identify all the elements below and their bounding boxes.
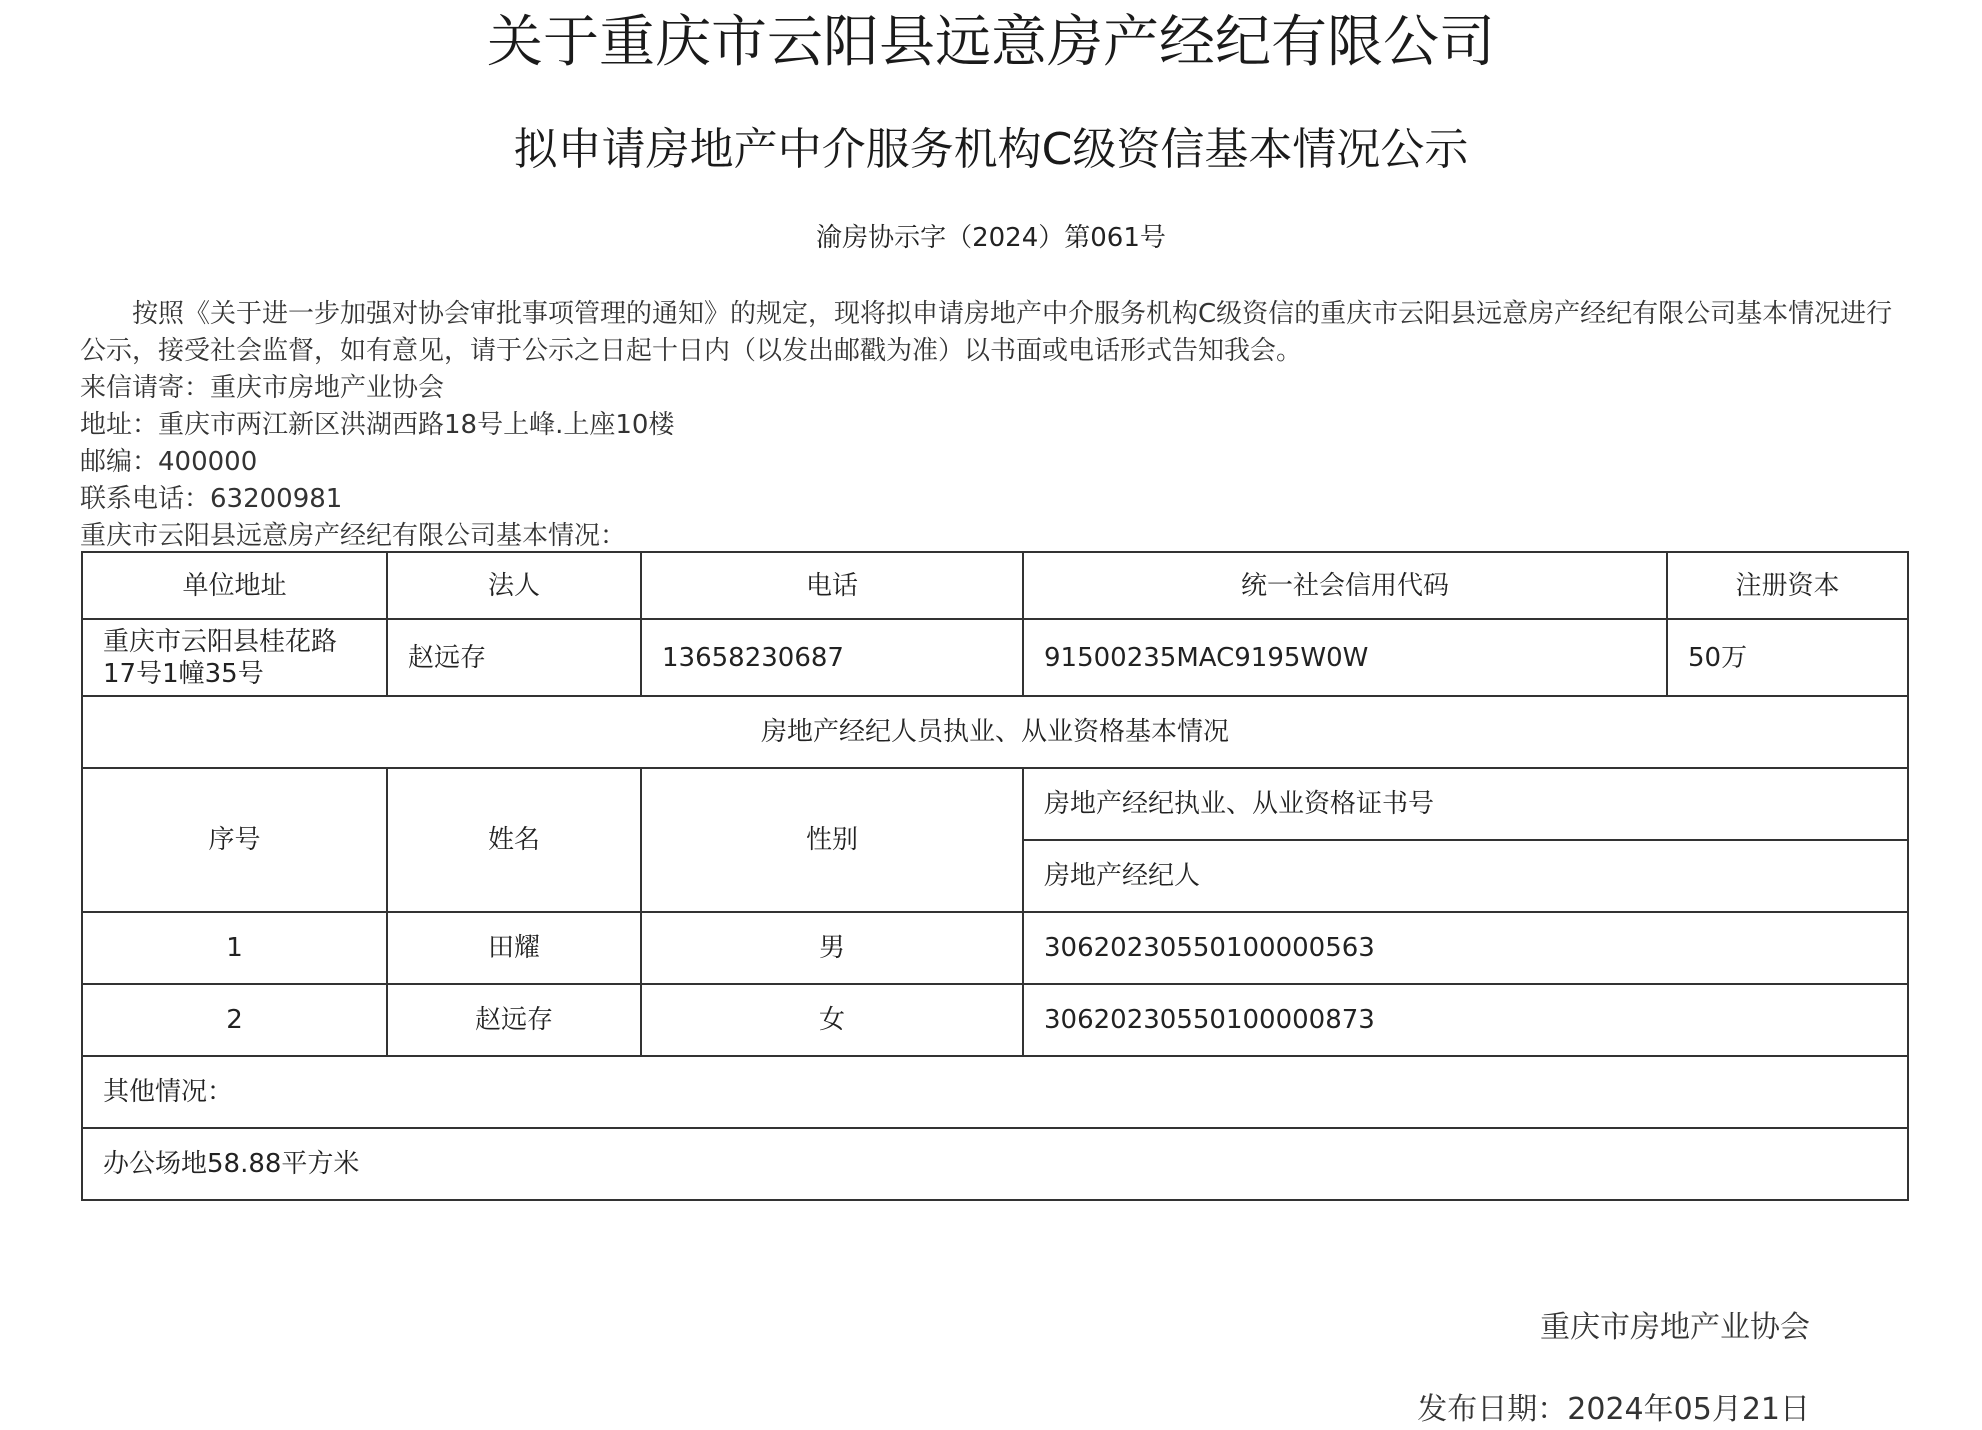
cell-credit-code: 91500235MAC9195W0W (1023, 619, 1667, 696)
intro-section (80, 296, 1910, 555)
document-subtitle: 拟申请房地产中介服务机构C级资信基本情况公示 (513, 124, 1469, 175)
other-label-row (82, 1056, 1908, 1128)
document-title: 关于重庆市云阳县远意房产经纪有限公司 (487, 10, 1495, 75)
company-info-table (81, 551, 1909, 1201)
phone-line: 联系电话：63200981 (80, 484, 343, 514)
header-cell-address: 单位地址 (82, 552, 387, 619)
header-cell-seq: 序号 (82, 768, 387, 912)
cell-legal-person: 赵远存 (387, 619, 641, 696)
staff-cert: 30620230550100000873 (1023, 984, 1908, 1056)
staff-gender: 男 (641, 912, 1023, 984)
document-number: 渝房协示字（2024）第061号 (816, 223, 1166, 253)
postcode-line: 邮编：400000 (80, 447, 258, 477)
cell-phone: 13658230687 (641, 619, 1023, 696)
header-cell-capital: 注册资本 (1667, 552, 1908, 619)
publish-date: 发布日期：2024年05月21日 (1417, 1392, 1810, 1427)
header-cell-credit-code: 统一社会信用代码 (1023, 552, 1667, 619)
staff-section-title-row (82, 696, 1908, 768)
header-cell-name: 姓名 (387, 768, 641, 912)
other-content: 办公场地58.88平方米 (82, 1128, 1908, 1200)
header-cell-phone: 电话 (641, 552, 1023, 619)
staff-row (82, 912, 1908, 984)
mail-to-line: 来信请寄：重庆市房地产业协会 (80, 373, 445, 403)
cell-address: 重庆市云阳县桂花路17号1幢35号 (82, 619, 387, 696)
company-data-row (82, 619, 1908, 696)
other-content-row (82, 1128, 1908, 1200)
staff-seq: 1 (82, 912, 387, 984)
header-cell-gender: 性别 (641, 768, 1023, 912)
cell-capital: 50万 (1667, 619, 1908, 696)
company-header-row (82, 552, 1908, 619)
other-label: 其他情况： (82, 1056, 1908, 1128)
staff-seq: 2 (82, 984, 387, 1056)
staff-name: 田耀 (387, 912, 641, 984)
staff-name: 赵远存 (387, 984, 641, 1056)
basic-info-label: 重庆市云阳县远意房产经纪有限公司基本情况： (80, 521, 627, 551)
staff-gender: 女 (641, 984, 1023, 1056)
staff-cert: 30620230550100000563 (1023, 912, 1908, 984)
header-cell-cert-type: 房地产经纪人 (1023, 840, 1908, 912)
footer-organization: 重庆市房地产业协会 (1540, 1310, 1810, 1345)
staff-header-row-1 (82, 768, 1908, 840)
staff-section-title: 房地产经纪人员执业、从业资格基本情况 (82, 696, 1908, 768)
intro-paragraph: 按照《关于进一步加强对协会审批事项管理的通知》的规定，现将拟申请房地产中介服务机构C级资信的重庆市云阳县远意房产经纪有限公司基本情况进行公示，接受社会监督，如有意见，请于公示之日起十日内（以发出邮戳为准）以书面或电话形式告知我会。 (80, 299, 1893, 366)
staff-row (82, 984, 1908, 1056)
header-cell-cert: 房地产经纪执业、从业资格证书号 (1023, 768, 1908, 840)
header-cell-legal-person: 法人 (387, 552, 641, 619)
address-line: 地址：重庆市两江新区洪湖西路18号上峰.上座10楼 (80, 410, 675, 440)
